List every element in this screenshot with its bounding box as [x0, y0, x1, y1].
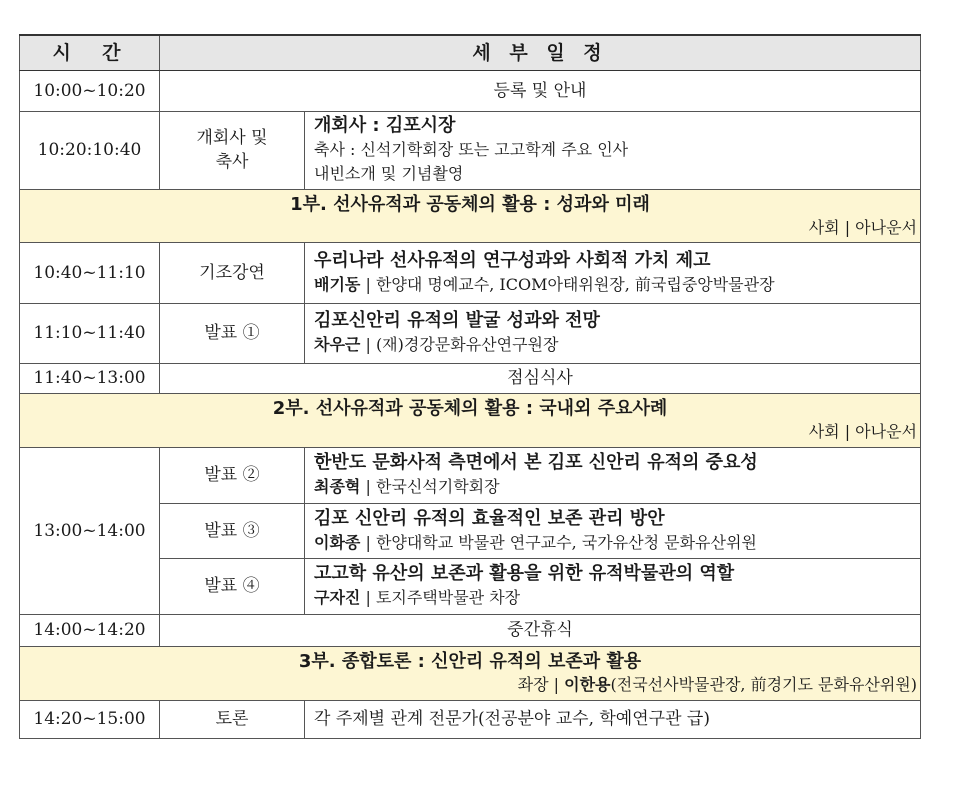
time-cell: 10:00~10:20: [20, 70, 160, 111]
time-cell: 14:20~15:00: [20, 700, 160, 738]
item-title: 개회사 : 김포시장: [314, 115, 456, 136]
detail-cell: [305, 242, 921, 303]
category-cell: 발표 ②: [160, 447, 305, 503]
time-cell: 11:40~13:00: [20, 363, 160, 393]
item-title: 한반도 문화사적 측면에서 본 김포 신안리 유적의 중요성: [314, 452, 758, 473]
table-header-row: [20, 35, 921, 70]
speaker-name: 최종혁: [314, 477, 361, 496]
speaker-affiliation: | 한국신석기학회장: [360, 477, 500, 496]
speaker-line: [314, 531, 920, 555]
section-row: [20, 393, 921, 447]
registration-cell: 등록 및 안내: [160, 70, 921, 111]
section-moderator: 사회 | 아나운서: [808, 422, 918, 441]
speaker-name: 차우근: [314, 335, 361, 354]
table-row: [20, 700, 921, 738]
break-cell: 중간휴식: [160, 614, 921, 646]
chair-name: 이한용: [564, 675, 611, 694]
section-title: 2부. 선사유적과 공동체의 활용 : 국내외 주요사례: [272, 398, 668, 419]
category-cell: 토론: [160, 700, 305, 738]
item-title: 우리나라 선사유적의 연구성과와 사회적 가치 제고: [314, 249, 711, 271]
table-row: [20, 111, 921, 189]
category-cell: 발표 ④: [160, 558, 305, 614]
detail-cell: [305, 558, 921, 614]
item-title: 김포신안리 유적의 발굴 성과와 전망: [314, 310, 600, 331]
speaker-affiliation: | 한양대 명예교수, ICOM아태위원장, 前국립중앙박물관장: [360, 274, 775, 294]
time-cell: 13:00~14:00: [20, 447, 160, 614]
speaker-name: 이화종: [314, 532, 361, 552]
table-row: [20, 242, 921, 303]
table-row: [20, 303, 921, 363]
category-cell: 개회사 및 축사: [160, 111, 305, 189]
time-cell: 10:40~11:10: [20, 242, 160, 303]
category-cell: 발표 ③: [160, 503, 305, 558]
speaker-line: [314, 273, 920, 297]
detail-cell: 각 주제별 관계 전문가(전공분야 교수, 학예연구관 급): [305, 700, 921, 738]
section-cell: [20, 393, 921, 447]
detail-cell: [305, 447, 921, 503]
time-cell: 11:10~11:40: [20, 303, 160, 363]
section-row: [20, 646, 921, 700]
section-cell: [20, 646, 921, 700]
detail-cell: [305, 303, 921, 363]
time-cell: 10:20:10:40: [20, 111, 160, 189]
category-cell: 발표 ①: [160, 303, 305, 363]
section-cell: [20, 189, 921, 242]
speaker-line: [314, 475, 920, 499]
speaker-name: 구자진: [314, 588, 361, 607]
chair-label: 좌장 |: [517, 675, 565, 694]
header-detail: 세 부 일 정: [160, 35, 921, 70]
table-row: [20, 447, 921, 503]
table-row: [20, 614, 921, 646]
item-line: 축사 : 신석기학회장 또는 고고학계 주요 인사: [314, 140, 629, 159]
detail-cell: [305, 111, 921, 189]
section-moderator: [20, 674, 920, 696]
speaker-affiliation: | (재)경강문화유산연구원장: [360, 335, 559, 354]
chair-affiliation: (전국선사박물관장, 前경기도 문화유산위원): [610, 675, 918, 694]
category-cell: 기조강연: [160, 242, 305, 303]
speaker-name: 배기동: [314, 274, 361, 294]
speaker-affiliation: | 토지주택박물관 차장: [360, 588, 521, 607]
header-time: 시 간: [20, 35, 160, 70]
speaker-affiliation: | 한양대학교 박물관 연구교수, 국가유산청 문화유산위원: [360, 532, 757, 552]
detail-cell: [305, 503, 921, 558]
section-title: 3부. 종합토론 : 신안리 유적의 보존과 활용: [298, 651, 642, 672]
speaker-line: [314, 333, 920, 357]
item-title: 김포 신안리 유적의 효율적인 보존 관리 방안: [314, 507, 665, 529]
lunch-cell: 점심식사: [160, 363, 921, 393]
speaker-line: [314, 586, 920, 610]
section-row: [20, 189, 921, 242]
table-row: [20, 363, 921, 393]
schedule-table: [19, 34, 921, 739]
item-line: 내빈소개 및 기념촬영: [314, 164, 464, 183]
time-cell: 14:00~14:20: [20, 614, 160, 646]
section-moderator: 사회 | 아나운서: [808, 217, 918, 237]
table-row: [20, 70, 921, 111]
section-title: 1부. 선사유적과 공동체의 활용 : 성과와 미래: [290, 193, 650, 215]
item-title: 고고학 유산의 보존과 활용을 위한 유적박물관의 역할: [314, 563, 735, 584]
